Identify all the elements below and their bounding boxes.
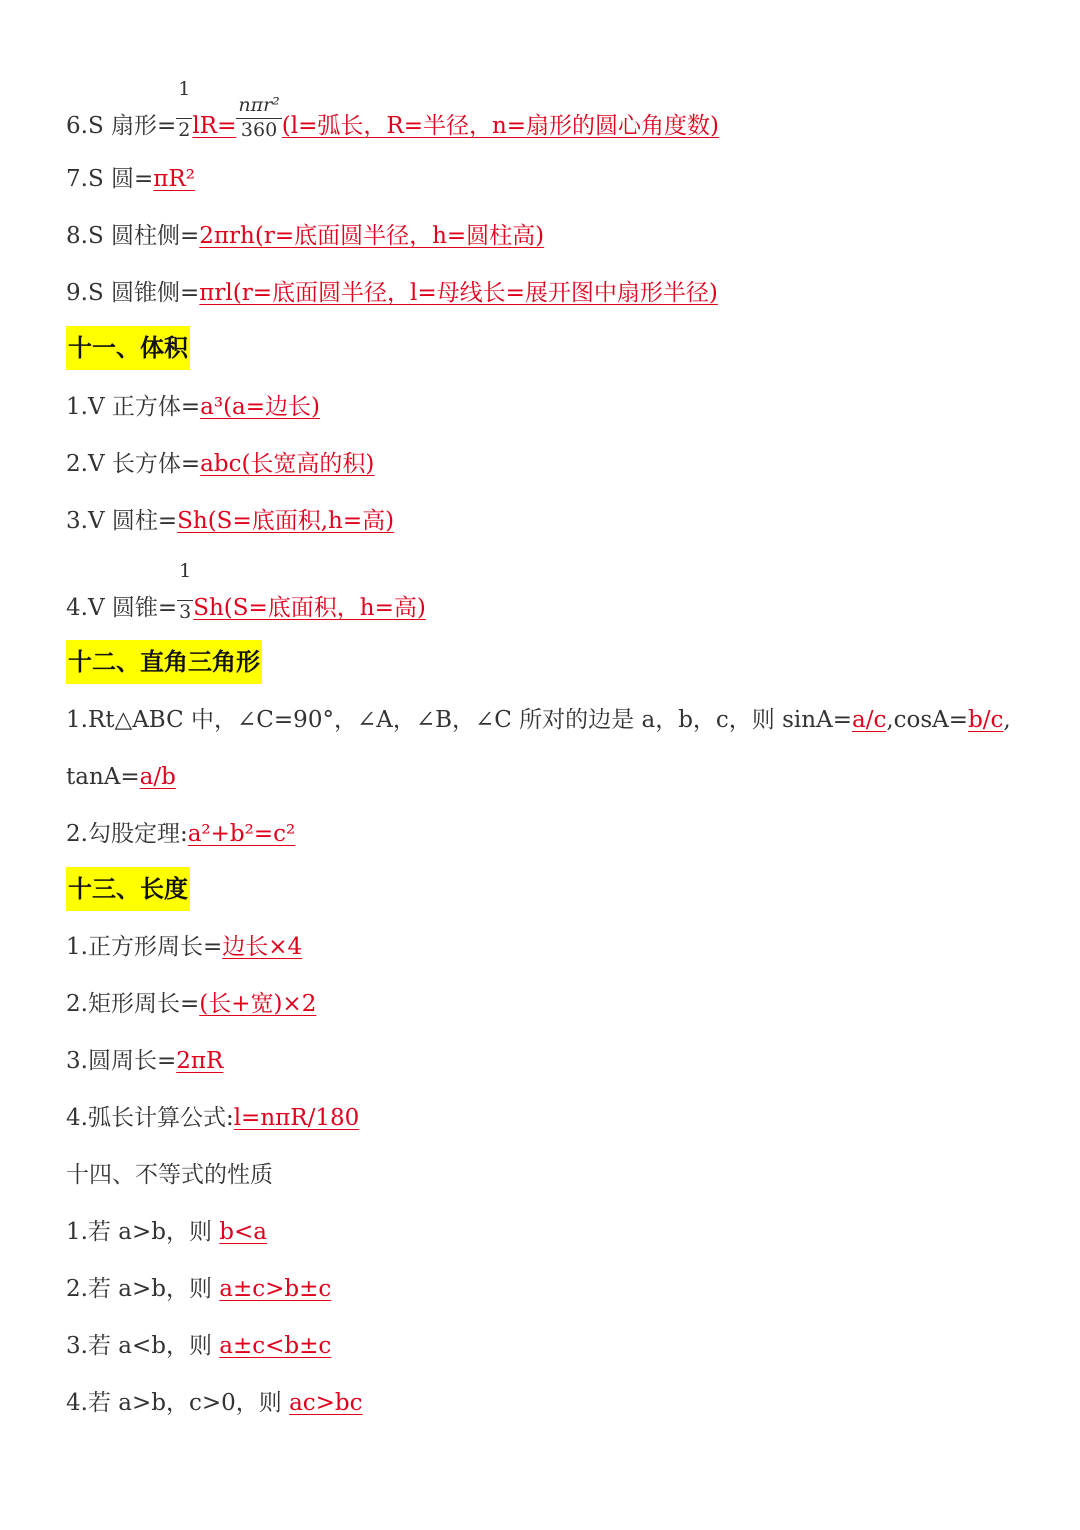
answer-cos: b/c bbox=[968, 707, 1004, 733]
formula-prefix: 4.若 a>b，c>0，则 bbox=[66, 1390, 290, 1416]
formula-prefix: 3.若 a<b，则 bbox=[66, 1333, 220, 1359]
answer-text: l=nπR/180 bbox=[233, 1105, 360, 1131]
formula-prefix: 4.弧长计算公式: bbox=[66, 1105, 234, 1131]
formula-prefix: 1.Rt△ABC 中，∠C=90°，∠A，∠B，∠C 所对的边是 a，b，c，则 sinA= bbox=[66, 707, 852, 733]
answer-text: 2πR bbox=[176, 1048, 224, 1074]
answer-text: (l=弧长，R=半径，n=扇形的圆心角度数) bbox=[281, 113, 720, 139]
answer-text: a²+b²=c² bbox=[187, 821, 296, 847]
inequality-property-1 bbox=[66, 1217, 267, 1247]
fraction-numerator: 1 bbox=[178, 78, 191, 100]
formula-arc-length bbox=[66, 1103, 359, 1133]
formula-prefix: 9.S 圆锥侧= bbox=[66, 280, 200, 306]
formula-cylinder-volume bbox=[66, 506, 394, 536]
inequality-property-2 bbox=[66, 1274, 331, 1304]
answer-text: (长+宽)×2 bbox=[199, 991, 317, 1017]
formula-circumference bbox=[66, 1046, 223, 1076]
fraction-denominator: 360 bbox=[236, 118, 281, 141]
formula-prefix: 7.S 圆= bbox=[66, 166, 154, 192]
formula-pythagorean bbox=[66, 819, 295, 849]
formula-prefix: 2.勾股定理: bbox=[66, 821, 188, 847]
section-heading-right-triangle: 十二、直角三角形 bbox=[66, 640, 262, 684]
formula-prefix: 2.若 a>b，则 bbox=[66, 1276, 220, 1302]
formula-prefix: 4.V 圆锥= bbox=[66, 595, 178, 621]
formula-cone-lateral-area bbox=[66, 278, 718, 308]
answer-text: πR² bbox=[153, 166, 195, 192]
fraction-n-pi-r-squared-over-360 bbox=[236, 94, 281, 141]
fraction-numerator: 1 bbox=[179, 560, 192, 582]
formula-rectangle-perimeter bbox=[66, 989, 316, 1019]
fraction-denominator: 3 bbox=[179, 601, 192, 623]
answer-text: abc(长宽高的积) bbox=[200, 451, 375, 477]
formula-tangent bbox=[66, 762, 176, 792]
formula-prefix: 3.圆周长= bbox=[66, 1048, 177, 1074]
formula-square-perimeter bbox=[66, 932, 302, 962]
formula-prefix: 6.S 扇形= bbox=[66, 113, 177, 139]
formula-cube-volume bbox=[66, 392, 320, 422]
answer-text: a³(a=边长) bbox=[200, 394, 321, 420]
formula-tail: , bbox=[1003, 707, 1011, 733]
answer-text: b<a bbox=[219, 1219, 267, 1245]
formula-cone-volume bbox=[66, 560, 426, 623]
section-heading-volume: 十一、体积 bbox=[66, 326, 190, 370]
inequality-property-4 bbox=[66, 1388, 363, 1418]
formula-mid: ,cosA= bbox=[886, 707, 969, 733]
formula-prefix: 2.V 长方体= bbox=[66, 451, 201, 477]
answer-text: Sh(S=底面积,h=高) bbox=[177, 508, 395, 534]
formula-prefix: 1.V 正方体= bbox=[66, 394, 201, 420]
answer-text: lR= bbox=[192, 113, 237, 139]
answer-sin: a/c bbox=[851, 707, 887, 733]
fraction-one-third bbox=[177, 560, 193, 623]
formula-prefix: 2.矩形周长= bbox=[66, 991, 200, 1017]
fraction-one-half bbox=[176, 78, 192, 141]
formula-cuboid-volume bbox=[66, 449, 374, 479]
formula-prefix: 1.正方形周长= bbox=[66, 934, 223, 960]
inequality-property-3 bbox=[66, 1331, 331, 1361]
formula-prefix: 3.V 圆柱= bbox=[66, 508, 178, 534]
fraction-denominator: 2 bbox=[178, 119, 191, 141]
answer-tan: a/b bbox=[139, 764, 176, 790]
fraction-numerator: nπr² bbox=[238, 94, 280, 116]
answer-text: ac>bc bbox=[289, 1390, 363, 1416]
answer-text: 2πrh(r=底面圆半径，h=圆柱高) bbox=[199, 223, 545, 249]
formula-trig-ratios bbox=[66, 705, 1011, 735]
formula-sector-area bbox=[66, 78, 719, 141]
formula-cylinder-lateral-area bbox=[66, 221, 544, 251]
answer-text: Sh(S=底面积，h=高) bbox=[193, 595, 426, 621]
answer-text: πrl(r=底面圆半径，l=母线长=展开图中扇形半径) bbox=[199, 280, 718, 306]
answer-text: a±c<b±c bbox=[219, 1333, 332, 1359]
section-heading-length: 十三、长度 bbox=[66, 867, 190, 911]
formula-prefix: tanA= bbox=[66, 764, 140, 790]
formula-prefix: 1.若 a>b，则 bbox=[66, 1219, 220, 1245]
formula-prefix: 8.S 圆柱侧= bbox=[66, 223, 200, 249]
formula-circle-area bbox=[66, 164, 195, 194]
answer-text: a±c>b±c bbox=[219, 1276, 332, 1302]
section-heading-inequality: 十四、不等式的性质 bbox=[66, 1162, 273, 1188]
answer-text: 边长×4 bbox=[222, 934, 303, 960]
